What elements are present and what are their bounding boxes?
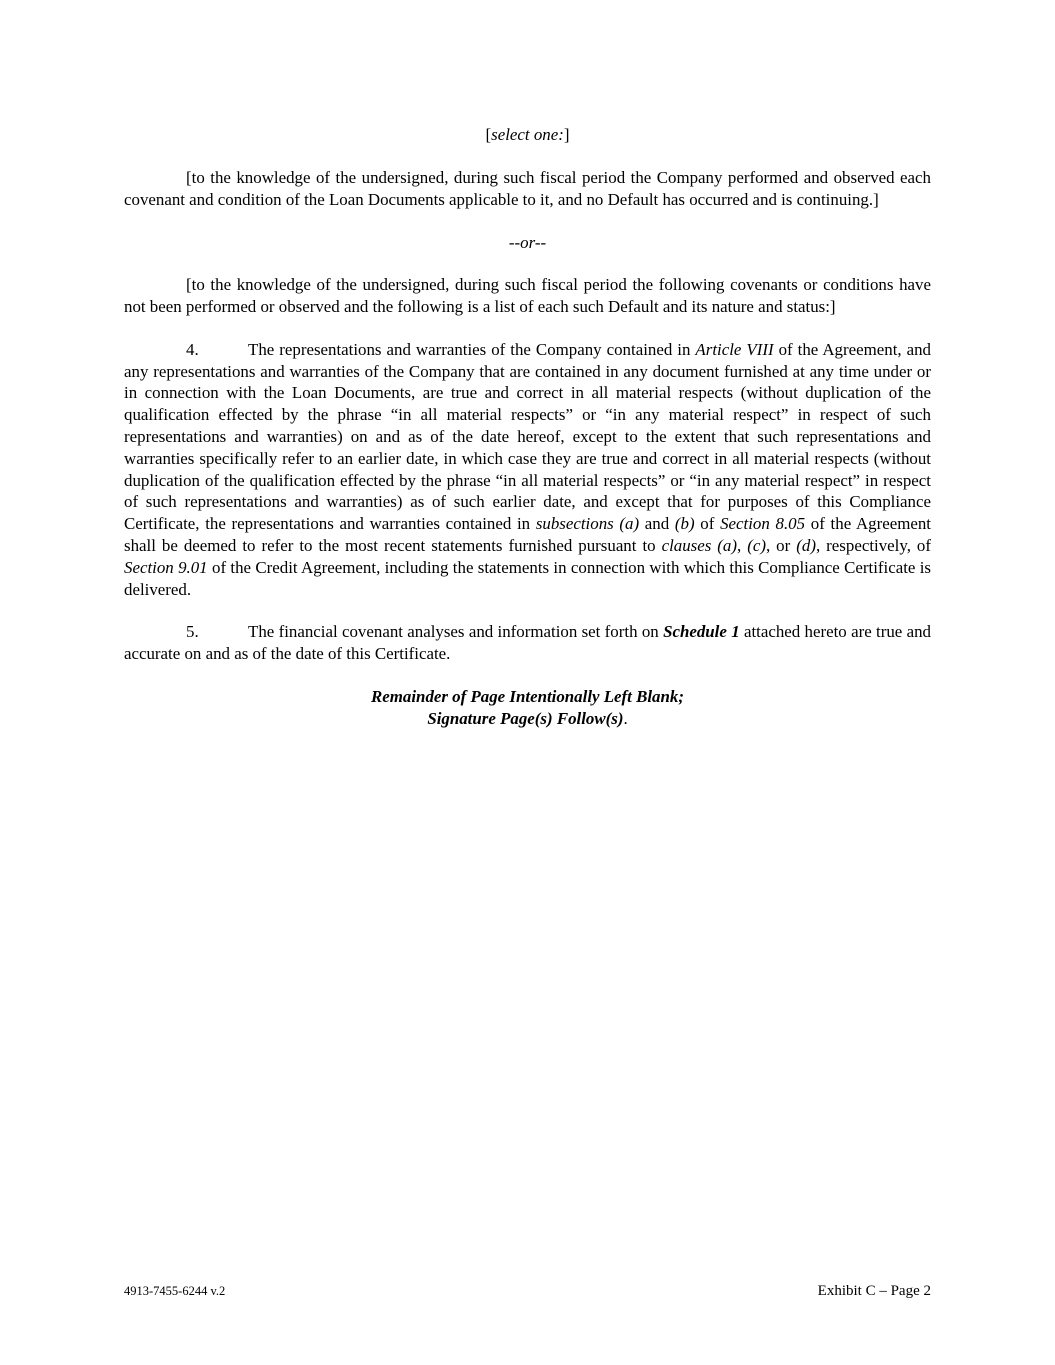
select-one-heading: [select one:]: [485, 125, 570, 144]
item-4-number: 4.: [186, 339, 199, 359]
select-one-text: select one:: [491, 125, 564, 144]
or-separator: --or--: [508, 233, 547, 253]
option-b-paragraph: [to the knowledge of the undersigned, during such fiscal period the following covenants or conditions have not been performed or observed and the following is a list of each such Default and its nature and status:]: [124, 275, 931, 316]
item-5-paragraph: 5. The financial covenant analyses and information set forth on Schedule 1 attached hereto are true and accurate on and as of the date of this Certificate.: [124, 622, 931, 664]
footer-document-id: 4913-7455-6244 v.2: [124, 1284, 226, 1298]
item-5-number: 5.: [186, 622, 199, 642]
option-a-paragraph: [to the knowledge of the undersigned, during such fiscal period the Company performed and observed each covenant and condition of the Loan Documents applicable to it, and no Default has occurred and is continuing.]: [124, 167, 931, 209]
remainder-line-1: Remainder of Page Intentionally Left Blank;: [371, 686, 684, 706]
item-4-paragraph: 4. The representations and warranties of the Company contained in Article VIII of the Agreement, and any representations and warranties of the Company that are contained in any document furnished at any time under or in connection with the Loan Documents, are true and correct in all material respects (without duplication of the qualification effected by the phrase “in all material respects” or “in any material respect” in respect of such representations and warranties) on and as of the date hereof, except to the extent that such representations and warranties specifically refer to an earlier date, in which case they are true and correct in all material respects (without duplication of the qualification effected by the phrase “in all material respects” or “in any material respect” in respect of such representations and warranties) as of such earlier date, and except that for purposes of this Compliance Certificate, the representations and warranties contained in subsections (a) and (b) of Section 8.05 of the Agreement shall be deemed to refer to the most recent statements furnished pursuant to clauses (a), (c), or (d), respectively, of Section 9.01 of the Credit Agreement, including the statements in connection with which this Compliance Certificate is delivered.: [124, 339, 932, 599]
schedule-1-reference: Schedule 1: [663, 622, 740, 642]
footer-page-label: Exhibit C – Page 2: [817, 1283, 931, 1299]
remainder-line-2: Signature Page(s) Follow(s).: [427, 708, 628, 728]
document-body: [124, 124, 931, 730]
